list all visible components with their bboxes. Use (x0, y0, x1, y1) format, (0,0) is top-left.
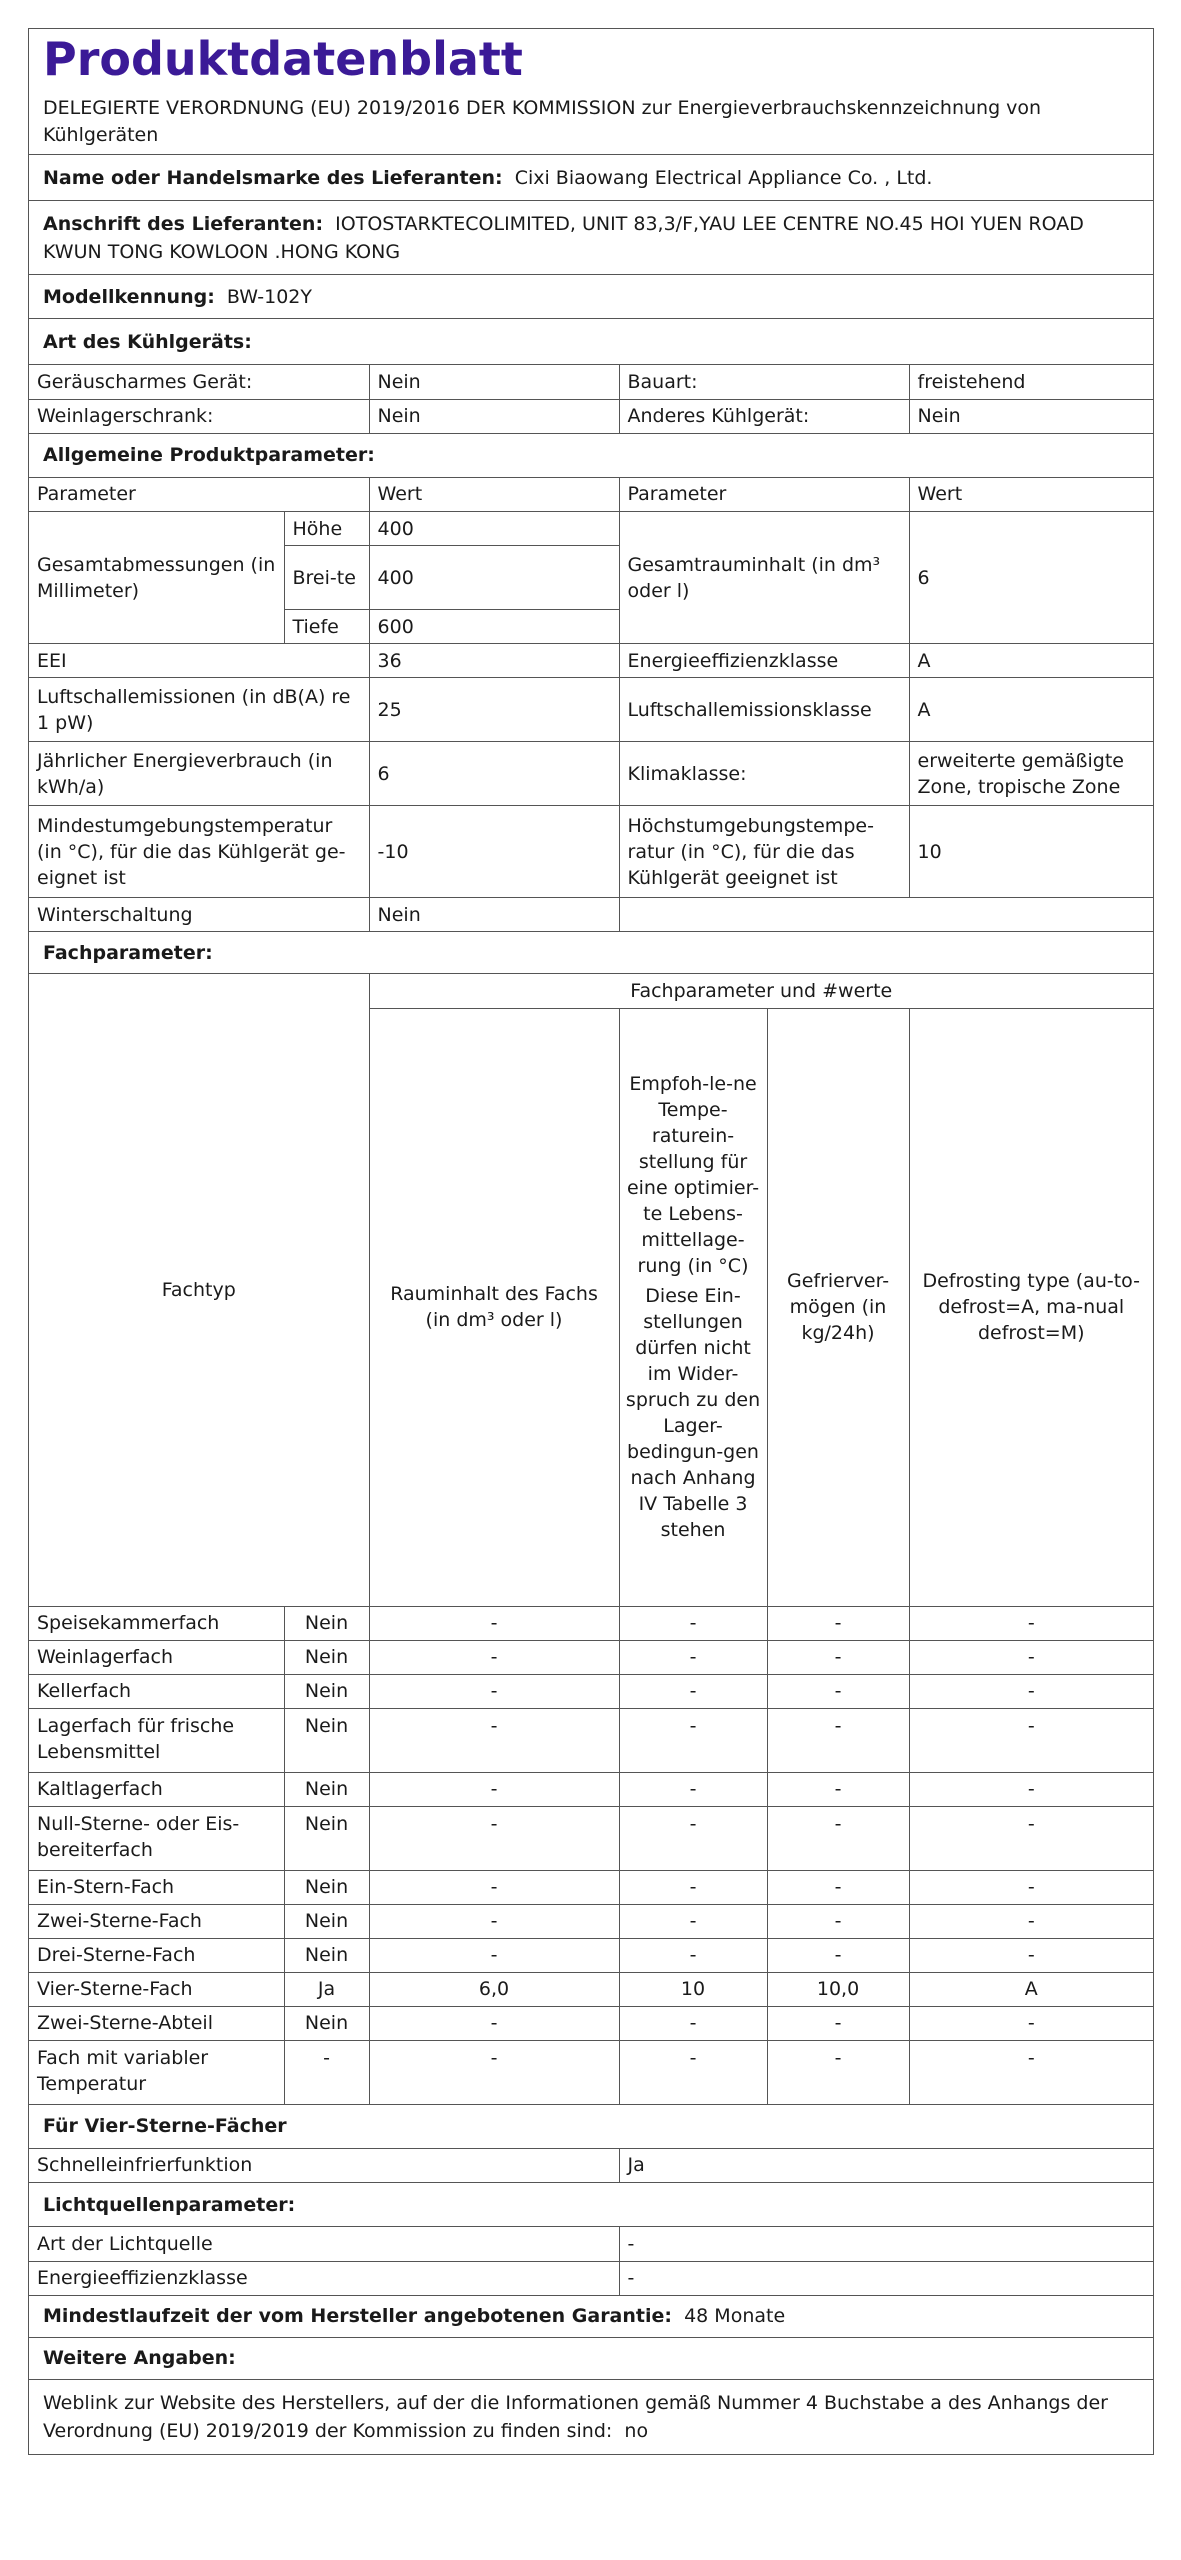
compartment-present: Nein (284, 1606, 369, 1640)
maxtemp-value: 10 (909, 806, 1153, 898)
four-star-table (29, 2149, 1153, 2184)
compartment-freeze: - (767, 1870, 909, 1904)
compartment-volume: - (369, 1606, 619, 1640)
table-row (29, 974, 1153, 1008)
compartment-defrost: - (909, 1708, 1153, 1772)
compartment-freeze: - (767, 1674, 909, 1708)
compartment-present: Nein (284, 1904, 369, 1938)
compartment-volume: - (369, 1708, 619, 1772)
compartment-name: Ein-Stern-Fach (29, 1870, 284, 1904)
compartment-temp: - (619, 1870, 767, 1904)
model-band (29, 275, 1153, 319)
compartment-rows (29, 1606, 1153, 2104)
value-cell: freistehend (909, 365, 1153, 399)
more-info-heading (29, 2338, 1153, 2380)
more-info-band (29, 2380, 1153, 2454)
compartment-defrost: - (909, 2040, 1153, 2104)
supplier-name-label: Name oder Handelsmarke des Lieferanten: (43, 166, 503, 189)
param-cell: Anderes Kühlgerät: (619, 399, 909, 433)
compartment-defrost: - (909, 1806, 1153, 1870)
compartment-name: Kellerfach (29, 1674, 284, 1708)
compartment-defrost: - (909, 1674, 1153, 1708)
compartment-volume: - (369, 2040, 619, 2104)
compartment-table-wrap (29, 974, 1153, 2105)
compartment-table (29, 974, 1153, 2105)
compartment-temp: - (619, 1904, 767, 1938)
volume-label: Gesamtrauminhalt (in dm³ oder l) (619, 512, 909, 644)
dimensions-label: Gesamtabmessungen (in Millimeter) (29, 512, 284, 644)
table-row (29, 2040, 1153, 2104)
compartment-temp: - (619, 1640, 767, 1674)
compartment-defrost: - (909, 2006, 1153, 2040)
table-row (29, 2006, 1153, 2040)
appliance-type-table-wrap (29, 365, 1153, 434)
energy-value: 6 (369, 742, 619, 806)
compartment-present: Nein (284, 1938, 369, 1972)
winter-label: Winterschaltung (29, 898, 369, 932)
noise-value: 25 (369, 678, 619, 742)
param-cell: Weinlagerschrank: (29, 399, 369, 433)
compartment-freeze: - (767, 1708, 909, 1772)
model-label: Modellkennung: (43, 285, 215, 308)
compartment-name: Lagerfach für frische Lebensmittel (29, 1708, 284, 1772)
compartment-present: - (284, 2040, 369, 2104)
supplier-address-band (29, 201, 1153, 275)
table-row (29, 1938, 1153, 1972)
four-star-heading-text: Für Vier-Sterne-Fächer (43, 2115, 287, 2137)
compartment-temp: - (619, 1606, 767, 1640)
mintemp-value: -10 (369, 806, 619, 898)
table-row (29, 1606, 1153, 1640)
group-header: Fachparameter und #werte (369, 974, 1153, 1008)
compartment-volume: - (369, 1674, 619, 1708)
compartment-name: Zwei-Sterne-Fach (29, 1904, 284, 1938)
eei-label: EEI (29, 644, 369, 678)
eclass-label: Energieeffizienzklasse (619, 644, 909, 678)
compartment-name: Vier-Sterne-Fach (29, 1972, 284, 2006)
depth-label: Tiefe (284, 610, 369, 644)
noise-class-label: Luftschallemissionsklasse (619, 678, 909, 742)
general-params-heading (29, 434, 1153, 478)
noise-class-value: A (909, 678, 1153, 742)
light-heading-text: Lichtquellenparameter: (43, 2193, 296, 2216)
table-row (29, 365, 1153, 399)
climate-label: Klimaklasse: (619, 742, 909, 806)
compartment-volume: - (369, 1640, 619, 1674)
table-row (29, 1904, 1153, 1938)
compartment-temp: - (619, 2040, 767, 2104)
maxtemp-label: Höchstumgebungstempe-ratur (in °C), für die das Kühlgerät geeignet ist (619, 806, 909, 898)
supplier-name-band (29, 155, 1153, 201)
compartment-name: Speisekammerfach (29, 1606, 284, 1640)
table-row (29, 478, 1153, 512)
param-cell: Geräuscharmes Gerät: (29, 365, 369, 399)
compartment-temp: - (619, 1806, 767, 1870)
compartment-defrost: - (909, 1870, 1153, 1904)
table-row (29, 2261, 1153, 2295)
light-table (29, 2227, 1153, 2296)
page-title: Produktdatenblatt (43, 32, 523, 86)
model-value: BW-102Y (226, 285, 312, 308)
temp-header (619, 1008, 767, 1606)
appliance-type-heading (29, 319, 1153, 365)
appliance-type-heading-text: Art des Kühlgeräts: (43, 330, 252, 353)
more-info-value: no (624, 2419, 649, 2442)
fachtyp-header: Fachtyp (29, 974, 369, 1606)
defrost-header: Defrosting type (au-to-defrost=A, ma-nual defrost=M) (909, 1008, 1153, 1606)
compartment-freeze: - (767, 1772, 909, 1806)
compartment-defrost: - (909, 1904, 1153, 1938)
table-row (29, 806, 1153, 898)
compartment-temp: - (619, 1708, 767, 1772)
freeze-header: Gefrierver-mögen (in kg/24h) (767, 1008, 909, 1606)
compartment-name: Kaltlagerfach (29, 1772, 284, 1806)
compartment-volume: - (369, 1904, 619, 1938)
compartment-present: Nein (284, 2006, 369, 2040)
four-star-heading (29, 2105, 1153, 2149)
table-row (29, 2149, 1153, 2183)
light-class-value: - (619, 2261, 1153, 2295)
compartment-present: Ja (284, 1972, 369, 2006)
header-cell: Parameter (29, 478, 369, 512)
compartment-name: Null-Sterne- oder Eis-bereiterfach (29, 1806, 284, 1870)
light-heading (29, 2183, 1153, 2227)
volume-value: 6 (909, 512, 1153, 644)
light-type-value: - (619, 2227, 1153, 2261)
light-table-wrap (29, 2227, 1153, 2296)
warranty-label: Mindestlaufzeit der vom Hersteller angebotenen Garantie: (43, 2305, 672, 2327)
compartment-freeze: - (767, 1938, 909, 1972)
regulation-band (29, 89, 1153, 155)
table-row (29, 1708, 1153, 1772)
regulation-text: DELEGIERTE VERORDNUNG (EU) 2019/2016 DER KOMMISSION zur Energieverbrauchskennzeichnung von Kühlgeräten (43, 96, 1042, 146)
compartment-params-heading-text: Fachparameter: (43, 941, 213, 964)
compartment-temp: - (619, 1674, 767, 1708)
temp-header-line2: Diese Ein-stellungen dürfen nicht im Wider-spruch zu den Lager-bedingun-gen nach Anhang IV Tabelle 3 stehen (625, 1285, 761, 1541)
compartment-defrost: - (909, 1938, 1153, 1972)
table-row (29, 678, 1153, 742)
compartment-defrost: - (909, 1606, 1153, 1640)
compartment-temp: - (619, 1938, 767, 1972)
warranty-value: 48 Monate (684, 2305, 786, 2327)
header-cell: Wert (909, 478, 1153, 512)
product-data-sheet (28, 28, 1154, 2455)
header-cell: Wert (369, 478, 619, 512)
compartment-volume: - (369, 1870, 619, 1904)
compartment-params-heading (29, 932, 1153, 974)
compartment-volume: - (369, 2006, 619, 2040)
table-row (29, 1972, 1153, 2006)
compartment-temp: - (619, 1772, 767, 1806)
table-row (29, 1870, 1153, 1904)
compartment-freeze: - (767, 1806, 909, 1870)
table-row (29, 644, 1153, 678)
light-type-label: Art der Lichtquelle (29, 2227, 619, 2261)
param-cell: Bauart: (619, 365, 909, 399)
light-class-label: Energieeffizienzklasse (29, 2261, 619, 2295)
compartment-temp: 10 (619, 1972, 767, 2006)
general-params-heading-text: Allgemeine Produktparameter: (43, 444, 375, 466)
fast-freeze-label: Schnelleinfrierfunktion (29, 2149, 619, 2183)
compartment-volume: 6,0 (369, 1972, 619, 2006)
table-row (29, 1640, 1153, 1674)
value-cell: Nein (369, 365, 619, 399)
eclass-value: A (909, 644, 1153, 678)
compartment-freeze: - (767, 1904, 909, 1938)
compartment-defrost: - (909, 1640, 1153, 1674)
temp-header-line1: Empfoh-le-ne Tempe-raturein-stellung für eine optimier-te Lebens-mittellage-rung (in °C) (626, 1073, 760, 1277)
compartment-name: Weinlagerfach (29, 1640, 284, 1674)
compartment-present: Nein (284, 1708, 369, 1772)
height-label: Höhe (284, 512, 369, 546)
fast-freeze-value: Ja (619, 2149, 1153, 2183)
table-row (29, 1674, 1153, 1708)
compartment-name: Zwei-Sterne-Abteil (29, 2006, 284, 2040)
compartment-freeze: - (767, 1640, 909, 1674)
supplier-address-value: IOTOSTARKTECOLIMITED, UNIT 83,3/F,YAU LEE CENTRE NO.45 HOI YUEN ROAD KWUN TONG KOWLOON .HONG KONG (43, 212, 1084, 263)
compartment-present: Nein (284, 1640, 369, 1674)
compartment-freeze: - (767, 1606, 909, 1640)
value-cell: Nein (369, 399, 619, 433)
compartment-present: Nein (284, 1806, 369, 1870)
table-row (29, 742, 1153, 806)
compartment-present: Nein (284, 1870, 369, 1904)
depth-value: 600 (369, 610, 619, 644)
table-row (29, 2227, 1153, 2261)
compartment-freeze: - (767, 2040, 909, 2104)
empty-cell (619, 898, 1153, 932)
compartment-temp: - (619, 2006, 767, 2040)
compartment-volume: - (369, 1938, 619, 1972)
width-label: Brei-te (284, 546, 369, 610)
table-row (29, 898, 1153, 932)
value-cell: Nein (909, 399, 1153, 433)
climate-value: erweiterte gemäßigte Zone, tropische Zone (909, 742, 1153, 806)
compartment-freeze: 10,0 (767, 1972, 909, 2006)
compartment-freeze: - (767, 2006, 909, 2040)
appliance-type-table (29, 365, 1153, 434)
noise-label: Luftschallemissionen (in dB(A) re 1 pW) (29, 678, 369, 742)
compartment-volume: - (369, 1806, 619, 1870)
header-cell: Parameter (619, 478, 909, 512)
table-row (29, 399, 1153, 433)
supplier-name-value: Cixi Biaowang Electrical Appliance Co. , Ltd. (514, 166, 933, 189)
more-info-heading-text: Weitere Angaben: (43, 2347, 236, 2369)
title-band (29, 29, 1153, 89)
supplier-address-label: Anschrift des Lieferanten: (43, 212, 324, 235)
winter-value: Nein (369, 898, 619, 932)
eei-value: 36 (369, 644, 619, 678)
compartment-defrost: - (909, 1772, 1153, 1806)
general-params-table (29, 478, 1153, 933)
compartment-name: Drei-Sterne-Fach (29, 1938, 284, 1972)
compartment-present: Nein (284, 1674, 369, 1708)
table-row (29, 512, 1153, 546)
compartment-present: Nein (284, 1772, 369, 1806)
general-params-table-wrap (29, 478, 1153, 933)
table-row (29, 1806, 1153, 1870)
more-info-text: Weblink zur Website des Herstellers, auf der die Informationen gemäß Nummer 4 Buchstabe a des Anhangs der Verordnung (EU) 2019/2019 der Kommission zu finden sind: (43, 2391, 1108, 2442)
compartment-name: Fach mit variabler Temperatur (29, 2040, 284, 2104)
height-value: 400 (369, 512, 619, 546)
energy-label: Jährlicher Energieverbrauch (in kWh/a) (29, 742, 369, 806)
volume-header: Rauminhalt des Fachs (in dm³ oder l) (369, 1008, 619, 1606)
width-value: 400 (369, 546, 619, 610)
mintemp-label: Mindestumgebungstemperatur (in °C), für die das Kühlgerät ge-eignet ist (29, 806, 369, 898)
table-row (29, 1772, 1153, 1806)
compartment-defrost: A (909, 1972, 1153, 2006)
compartment-volume: - (369, 1772, 619, 1806)
four-star-table-wrap (29, 2149, 1153, 2184)
warranty-band (29, 2296, 1153, 2338)
